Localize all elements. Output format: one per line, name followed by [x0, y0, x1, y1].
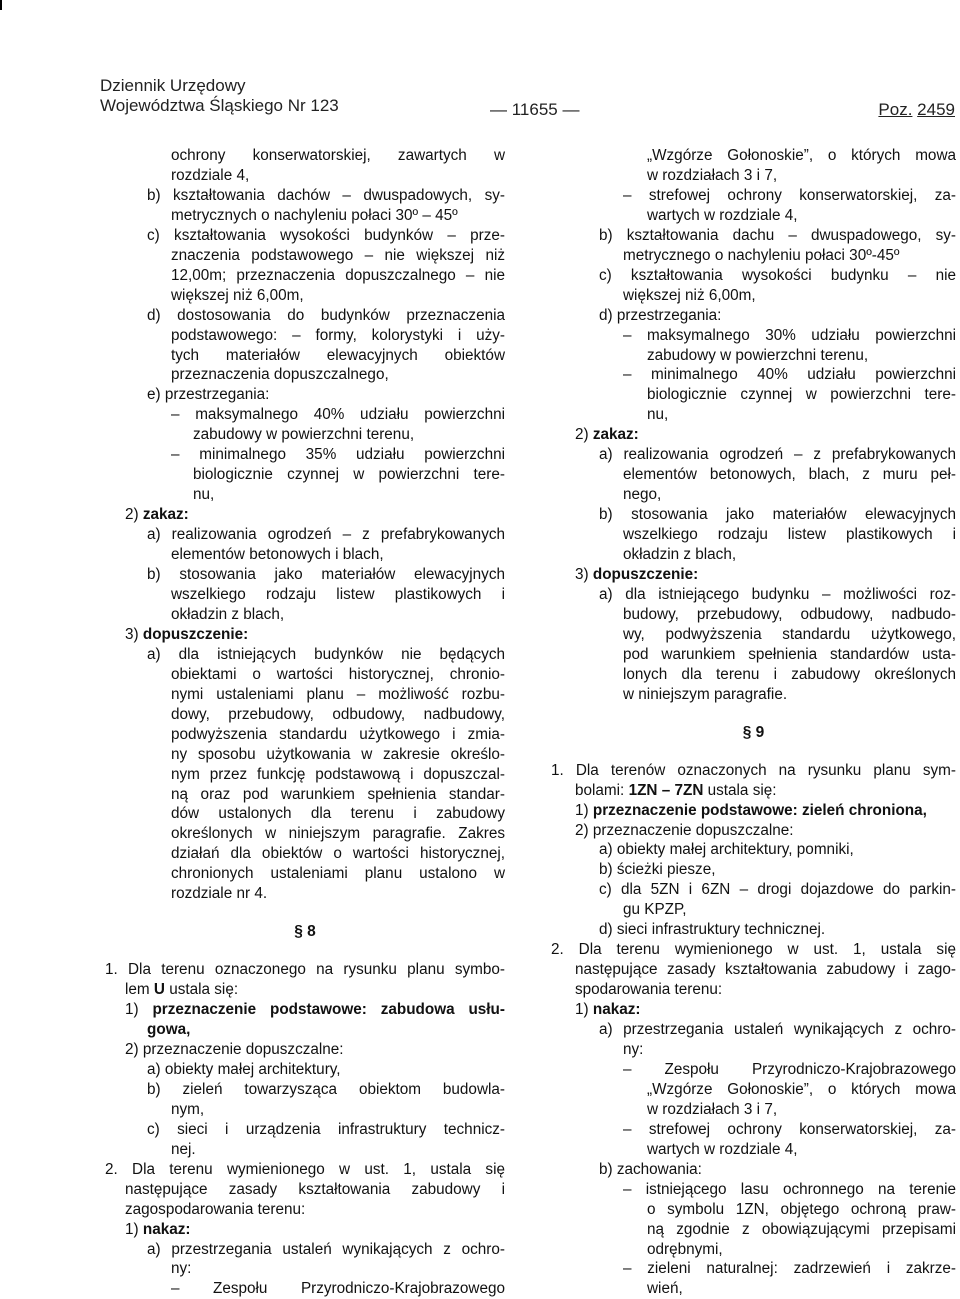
text-line: elementów betonowych i blach, [171, 546, 384, 564]
text-line: d) sieci infrastruktury technicznej. [599, 921, 826, 939]
text-line: budowy, przebudowy, odbudowy, nadbudo- [623, 605, 956, 623]
text-line: b) zieleń towarzysząca obiektom budowla- [147, 1080, 505, 1098]
text-line: ny sposobu użytkowania w zakresie określo- [171, 745, 505, 763]
bold-term: dopuszczenie: [592, 566, 699, 584]
text-line: spodarowania terenu: [575, 981, 723, 999]
text-line: a) dla istniejącego budynku – możliwości roz- [599, 585, 956, 603]
position-number [878, 100, 955, 120]
text-line: 3) dopuszczenie: [125, 625, 249, 643]
text-line: większej niż 6,00m, [171, 286, 304, 304]
text-line: wszelkiego rodzaju listew plastikowych i [171, 585, 505, 603]
text-line: § 9 [742, 723, 765, 741]
text-line: „Wzgórze Gołonoskie”, o których mowa [647, 147, 956, 164]
text-line: nu, [193, 486, 215, 504]
text-line: – istniejącego lasu ochronnego na terenie [623, 1180, 956, 1198]
text-line: 1) przeznaczenie podstawowe: zieleń chroniona, [575, 801, 927, 819]
text-line: lem U ustala się: [125, 981, 239, 999]
text-line: 2) zakaz: [125, 506, 189, 524]
text-line: okładzin z blach, [623, 546, 737, 564]
text-line: § 8 [294, 923, 316, 941]
text-line: metrycznego o nachyleniu połaci 30º-45º [623, 246, 900, 264]
text-line: w rozdziałach 3 i 7, [647, 1100, 778, 1118]
journal-issue: Województwa Śląskiego Nr 123 [100, 96, 339, 115]
bold-term: zakaz: [592, 426, 639, 444]
text-line: dów ustalonych dla terenu i zabudowy [171, 805, 505, 823]
text-line: 1) nakaz: [125, 1220, 191, 1238]
text-line: – zieleni naturalnej: zadrzewień i zakrze- [623, 1260, 956, 1278]
text-line: metrycznych o nachyleniu połaci 30º – 45º [171, 206, 458, 224]
text-line: bolami: 1ZN – 7ZN ustala się: [575, 781, 777, 799]
text-line: 1. Dla terenu oznaczonego na rysunku planu symbo- [105, 961, 505, 979]
text-line: „Wzgórze Gołonoskie”, o których mowa [647, 1080, 956, 1098]
text-line: 3) dopuszczenie: [575, 566, 699, 584]
text-line: lonych dla terenu i zabudowy określonych [623, 665, 956, 683]
text-line: a) obiekty małej architektury, pomniki, [599, 841, 854, 859]
text-line: wy, podwyższenia standardu użytkowego, [623, 625, 956, 643]
left-column [105, 146, 505, 1299]
text-line: 2) przeznaczenie dopuszczalne: [575, 821, 794, 839]
text-line: – strefowej ochrony konserwatorskiej, za- [623, 1120, 956, 1138]
bold-term: zakaz: [142, 506, 189, 524]
text-line: biologicznie czynnej w powierzchni tere- [647, 386, 956, 404]
text-line: c) kształtowania wysokości budynków – prze- [147, 226, 505, 244]
text-line: nym przez funkcję podstawową i dopuszczal- [171, 765, 505, 783]
text-line: – maksymalnego 40% udziału powierzchni [171, 406, 505, 424]
text-line: wień, [647, 1280, 683, 1298]
position-value: 2459 [917, 100, 955, 119]
text-line: – minimalnego 40% udziału powierzchni [623, 366, 956, 384]
text-line: okładzin z blach, [171, 605, 285, 623]
journal-title: Dziennik Urzędowy [100, 76, 246, 95]
right-column [551, 146, 956, 1299]
text-line: wszelkiego rodzaju listew plastikowych i [623, 526, 956, 544]
text-line: w niniejszym paragrafie. [623, 685, 788, 703]
bold-term: przeznaczenie podstawowe: zieleń chroniona, [592, 801, 927, 819]
text-line: odrębnymi, [647, 1240, 723, 1258]
text-line: b) ścieżki piesze, [599, 861, 716, 879]
text-line: b) kształtowania dachu – dwuspadowego, sy- [599, 226, 956, 244]
text-line: a) realizowania ogrodzeń – z prefabrykowanych [147, 526, 505, 544]
text-line: a) przestrzegania ustaleń wynikających z ochro- [599, 1021, 956, 1039]
text-line [105, 1020, 505, 1040]
text-line: b) kształtowania dachów – dwuspadowych, sy- [147, 186, 505, 204]
position-label: Poz. [878, 100, 913, 119]
bold-term: 1ZN – 7ZN [628, 781, 704, 799]
bold-term: nakaz: [142, 1220, 191, 1238]
text-line: – minimalnego 35% udziału powierzchni [171, 446, 505, 464]
text-line: obiektami o wartości historycznej, chronio- [171, 665, 505, 683]
text-line: ną oraz pod warunkiem spełnienia standar- [171, 785, 505, 803]
text-line: tych materiałów elewacyjnych obiektów [171, 346, 505, 364]
text-line: b) stosowania jako materiałów elewacyjnych [599, 506, 956, 524]
text-line: b) zachowania: [599, 1160, 702, 1178]
text-line: określonych w niniejszym paragrafie. Zakres [171, 825, 505, 843]
text-line: a) przestrzegania ustaleń wynikających z ochro- [147, 1240, 505, 1258]
text-line: o symbolu 1ZN, objętego ochroną praw- [647, 1200, 956, 1218]
text-line: nego, [623, 486, 662, 504]
text-line: rozdziale nr 4. [171, 885, 268, 903]
bold-term: U [153, 981, 165, 999]
text-line: zagospodarowania terenu: [125, 1200, 306, 1218]
text-line: ny: [623, 1040, 644, 1058]
text-line: nym, [171, 1100, 205, 1118]
bold-term: gowa, [147, 1021, 191, 1039]
text-line: następujące zasady kształtowania zabudowy i [125, 1180, 505, 1198]
text-line: biologicznie czynnej w powierzchni tere- [193, 466, 505, 484]
text-line: – maksymalnego 30% udziału powierzchni [623, 326, 956, 344]
text-line: w rozdziałach 3 i 7, [647, 166, 778, 184]
text-line: zabudowy w powierzchni terenu, [647, 346, 869, 364]
text-line: zabudowy w powierzchni terenu, [193, 426, 415, 444]
text-line: 1) przeznaczenie podstawowe: zabudowa usłu- [125, 1001, 505, 1019]
text-line: b) stosowania jako materiałów elewacyjnych [147, 566, 505, 584]
text-line: 2. Dla terenu wymienionego w ust. 1, ustala się [551, 941, 956, 959]
text-line: – Zespołu Przyrodniczo-Krajobrazowego [171, 1280, 505, 1298]
bold-term: przeznaczenie podstawowe: zabudowa usłu- [152, 1001, 505, 1019]
text-line: ną zgodnie z obowiązującymi przepisami [647, 1220, 956, 1238]
text-line: następujące zasady kształtowania zabudowy i zago- [575, 961, 956, 979]
bold-term: dopuszczenie: [142, 625, 249, 643]
text-line: podwyższenia standardu użytkowego i zmia- [171, 725, 505, 743]
text-line: a) realizowania ogrodzeń – z prefabrykowanych [599, 446, 956, 464]
bold-term: nakaz: [592, 1001, 641, 1019]
text-line: pod warunkiem spełnienia standardów usta- [623, 645, 956, 663]
text-line: gu KPZP, [623, 901, 687, 919]
text-line: c) dla 5ZN i 6ZN – drogi dojazdowe do parkin- [599, 881, 956, 899]
text-line: znaczenia podstawowego – nie większej niż [171, 246, 505, 264]
text-line: nej. [171, 1140, 196, 1158]
text-line: przeznaczenia dopuszczalnego, [171, 366, 389, 384]
text-line: a) dla istniejących budynków nie będących [147, 645, 505, 663]
text-line: nu, [647, 406, 669, 424]
text-line: 2) zakaz: [575, 426, 639, 444]
page-header [100, 76, 955, 126]
text-line: dowy, przebudowy, odbudowy, nadbudowy, [171, 705, 505, 723]
text-line: a) obiekty małej architektury, [147, 1060, 341, 1078]
text-line: c) sieci i urządzenia infrastruktury technicz- [147, 1120, 505, 1138]
text-line: – strefowej ochrony konserwatorskiej, za- [623, 186, 956, 204]
text-line: d) dostosowania do budynków przeznaczenia [147, 306, 505, 324]
text-line: d) przestrzegania: [599, 306, 722, 324]
text-line: ochrony konserwatorskiej, zawartych w [171, 147, 505, 164]
text-line: 12,00m; przeznaczenia dopuszczalnego – nie [171, 266, 505, 284]
page-corner-mark [0, 0, 5, 10]
text-line: 1. Dla terenów oznaczonych na rysunku planu sym- [551, 761, 956, 779]
text-line: działań dla obiektów o wartości historycznej, [171, 845, 505, 863]
text-line: chronionych ustaleniami planu ustalono w [171, 865, 505, 883]
text-line: – Zespołu Przyrodniczo-Krajobrazowego [623, 1060, 956, 1078]
text-line: ny: [171, 1260, 192, 1278]
text-line: wartych w rozdziale 4, [647, 1140, 798, 1158]
page-number: — 11655 — [490, 100, 580, 119]
text-line: 2. Dla terenu wymienionego w ust. 1, ustala się [105, 1160, 505, 1178]
text-line: wartych w rozdziale 4, [647, 206, 798, 224]
text-line: nymi ustaleniami planu – możliwość rozbu- [171, 685, 505, 703]
text-line: podstawowego: – formy, kolorystyki i uży- [171, 326, 505, 344]
text-line: e) przestrzegania: [147, 386, 270, 404]
text-line: elementów betonowych, blach, z muru peł- [623, 466, 956, 484]
text-line: 2) przeznaczenie dopuszczalne: [125, 1040, 344, 1058]
text-line: 1) nakaz: [575, 1001, 641, 1019]
text-line: rozdziale 4, [171, 166, 250, 184]
text-line: większej niż 6,00m, [623, 286, 756, 304]
text-line: c) kształtowania wysokości budynku – nie [599, 266, 956, 284]
